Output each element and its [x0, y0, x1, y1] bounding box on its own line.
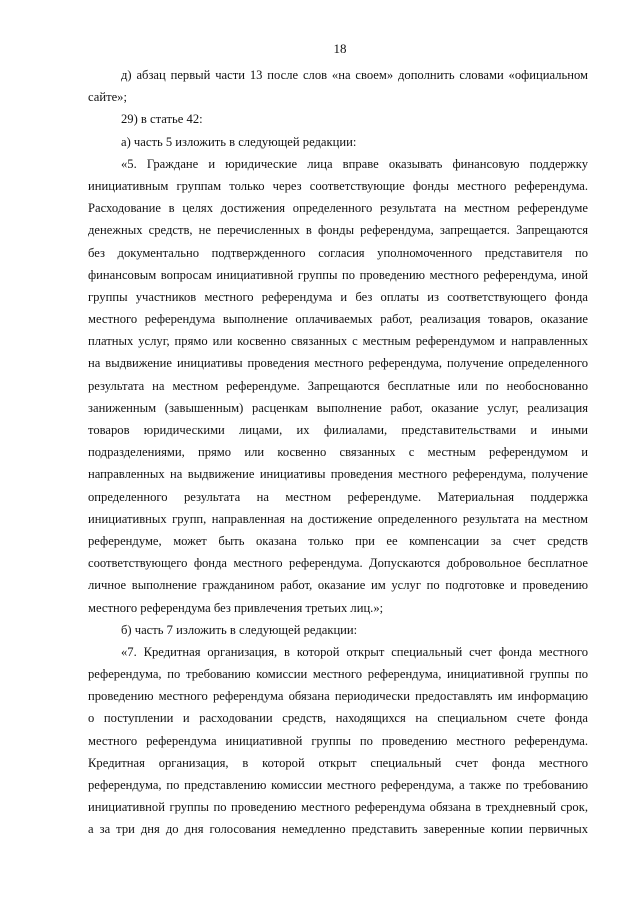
text-line: сайте»;: [88, 90, 127, 105]
text-line: проведению местного референдума обязана периодически предоставлять им информацию: [88, 689, 588, 704]
text-line: а за три дня до дня голосования немедленно представить заверенные копии первичных: [88, 822, 588, 837]
text-line: денежных средств, не перечисленных в фонды референдума, запрещается. Запрещаются: [88, 223, 588, 238]
text-line: Кредитная организация, в которой открыт специальный счет фонда местного: [88, 755, 588, 770]
text-line: без документально подтвержденного согласия уполномоченного представителя по: [88, 245, 588, 260]
text-line: финансовым вопросам инициативной группы по проведению местного референдума, иной: [88, 267, 588, 282]
text-line: платных услуг, прямо или косвенно связанных с местным референдумом и направленных: [88, 334, 588, 349]
text-line: личное выполнение гражданином работ, оказание им услуг по подготовке и проведению: [88, 578, 588, 593]
text-line: на выдвижение инициативы проведения местного референдума, получение определенного: [88, 356, 588, 371]
text-line: 29) в статье 42:: [121, 112, 203, 127]
text-line: референдуме, может быть оказана только при ее компенсации за счет средств: [88, 533, 588, 548]
text-line: Расходование в целях достижения определенного результата на местном референдуме: [88, 201, 588, 216]
text-line: подразделениями, прямо или косвенно связанных с местным референдумом и: [88, 445, 588, 460]
text-line: инициативных групп, направленная на достижение определенного результата на местном: [88, 511, 588, 526]
text-line: д) абзац первый части 13 после слов «на своем» дополнить словами «официальном: [121, 68, 588, 82]
text-line: референдума, по требованию комиссии местного референдума, инициативной группы по: [88, 667, 588, 682]
text-line: группы участников местного референдума и без оплаты из соответствующего фонда: [88, 289, 588, 304]
text-line: местного референдума выполнение оплачиваемых работ, реализация товаров, оказание: [88, 312, 588, 327]
text-line: а) часть 5 изложить в следующей редакции:: [121, 134, 357, 149]
text-line: «5. Граждане и юридические лица вправе оказывать финансовую поддержку: [121, 156, 588, 171]
text-line: инициативным группам только через соответствующие фонды местного референдума.: [88, 178, 588, 193]
text-line: «7. Кредитная организация, в которой открыт специальный счет фонда местного: [121, 644, 588, 659]
document-body: [88, 64, 588, 841]
text-line: соответствующего фонда местного референдума. Допускаются добровольное бесплатное: [88, 556, 588, 571]
page-number: 18: [333, 41, 347, 56]
text-line: местного референдума инициативной группы по проведению местного референдума.: [88, 733, 588, 748]
text-line: товаров юридическими лицами, их филиалами, представительствами и иными: [88, 423, 588, 437]
text-line: местного референдума без привлечения третьих лиц.»;: [88, 600, 384, 615]
text-line: инициативной группы по проведению местного референдума обязана в трехдневный срок,: [88, 800, 588, 815]
text-line: направленных на выдвижение инициативы проведения местного референдума, получение: [88, 467, 588, 482]
text-line: определенного результата на местном референдуме. Материальная поддержка: [88, 489, 588, 504]
text-line: заниженным (завышенным) расценкам выполнение работ, оказание услуг, реализация: [88, 400, 588, 415]
text-line: референдума, по представлению комиссии местного референдума, а также по требованию: [88, 778, 588, 792]
text-line: результата на местном референдуме. Запрещаются бесплатные или по необоснованно: [88, 378, 588, 393]
text-line: о поступлении и расходовании средств, находящихся на специальном счете фонда: [88, 711, 588, 726]
text-line: б) часть 7 изложить в следующей редакции:: [121, 622, 358, 637]
